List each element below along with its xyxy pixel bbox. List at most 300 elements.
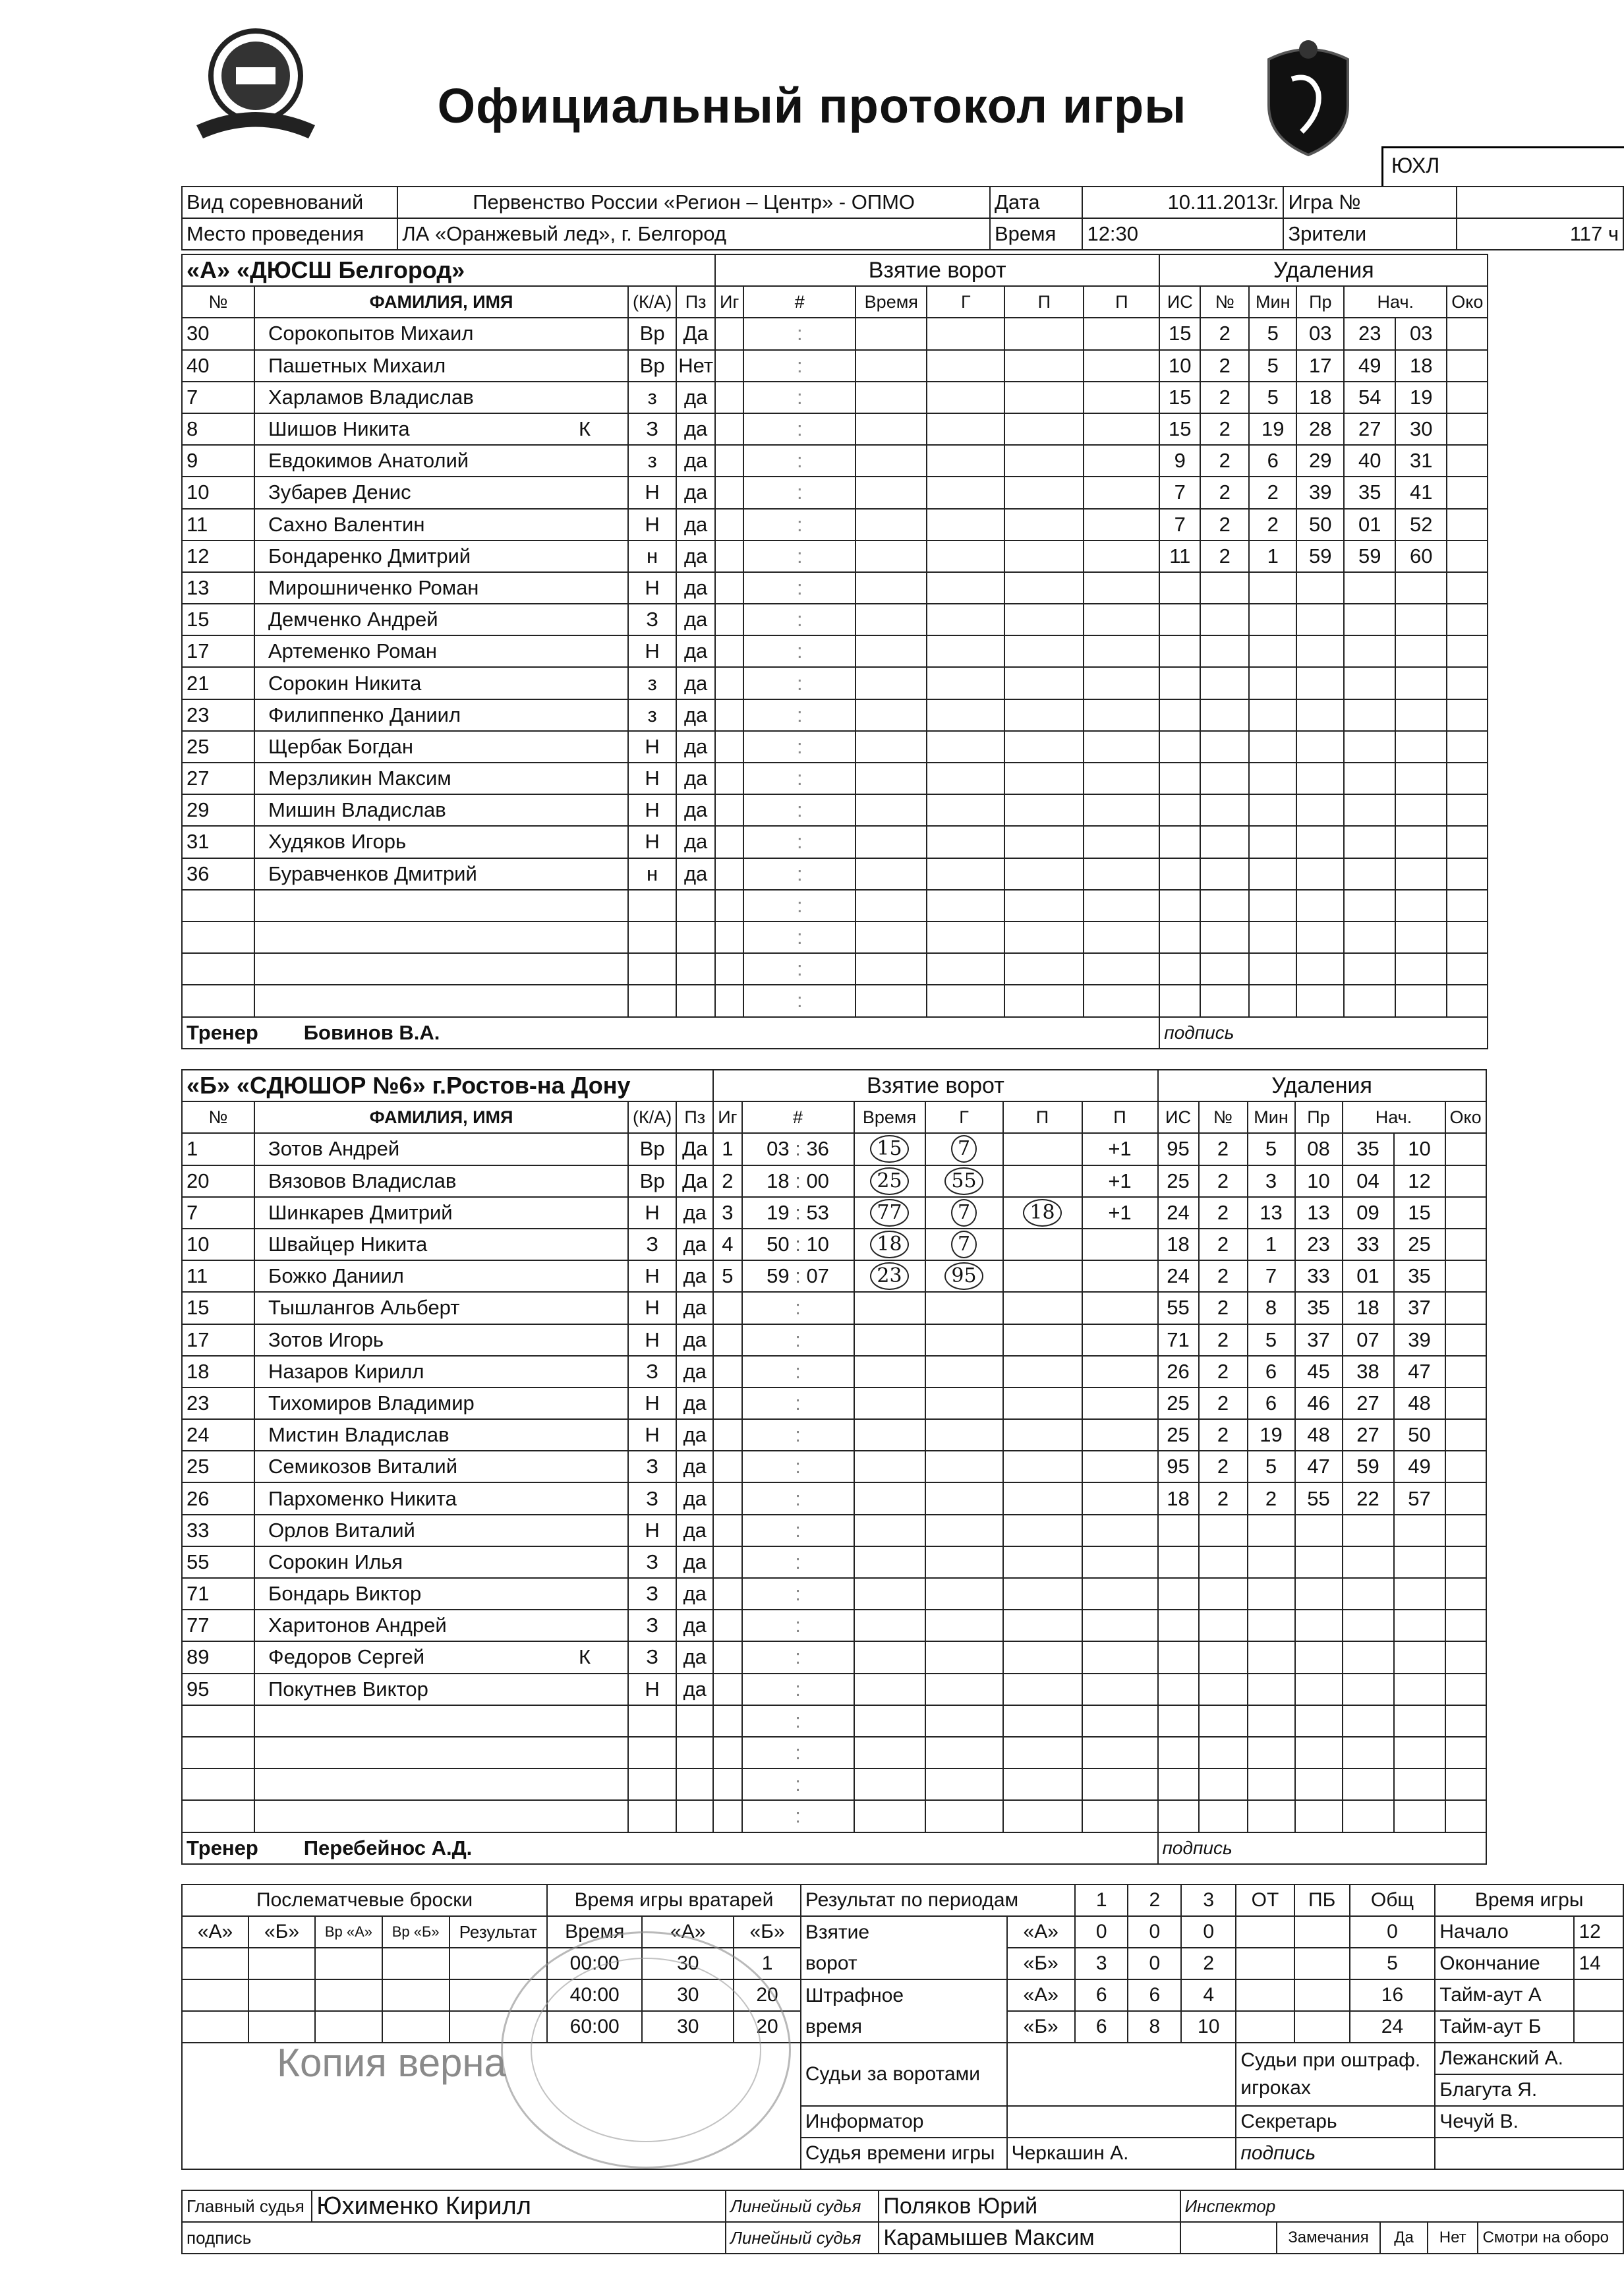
empty-cell: [1447, 413, 1488, 445]
pen-start-min: 37: [1295, 1324, 1343, 1356]
goal-assist2: [1003, 1133, 1082, 1165]
player-name: Шишов Никита К: [254, 413, 628, 445]
empty-cell: [927, 635, 1004, 667]
player-row: [182, 635, 1488, 667]
empty-cell: :: [742, 1705, 854, 1737]
goal-assist1: 7: [925, 1229, 1003, 1260]
empty-cell: [1395, 858, 1447, 890]
empty-cell: :: [743, 699, 856, 731]
empty-cell: [925, 1610, 1003, 1641]
pen-end: 37: [1394, 1292, 1445, 1324]
empty-cell: [628, 1737, 676, 1768]
player-row: [182, 1737, 1486, 1768]
so-cell: [450, 1948, 548, 1979]
player-pos: З: [628, 1641, 676, 1673]
pen-reason: 5: [1248, 1324, 1295, 1356]
empty-cell: [927, 477, 1004, 508]
pen-start-min: 47: [1295, 1451, 1343, 1482]
empty-cell: [925, 1674, 1003, 1705]
empty-cell: [1082, 1324, 1158, 1356]
pen-team-a: «А»: [1007, 1979, 1075, 2011]
empty-cell: [1199, 1610, 1248, 1641]
goal-number: 2: [713, 1165, 741, 1197]
gk-time-title: Время игры вратарей: [547, 1884, 801, 1916]
empty-cell: [1445, 1482, 1486, 1514]
empty-cell: [856, 699, 927, 731]
empty-cell: [1084, 763, 1159, 794]
empty-cell: [1084, 985, 1159, 1016]
empty-cell: [1395, 572, 1447, 604]
empty-cell: [1445, 1419, 1486, 1451]
empty-cell: :: [743, 826, 856, 858]
empty-cell: [1159, 731, 1200, 763]
pen-player: 95: [1158, 1451, 1199, 1482]
player-name: Харламов Владислав: [254, 382, 628, 413]
player-row: [182, 1610, 1486, 1641]
player-name: Бондаренко Дмитрий: [254, 540, 628, 572]
empty-cell: [1394, 1705, 1445, 1737]
empty-cell: [1003, 1641, 1082, 1673]
empty-cell: [1158, 1515, 1199, 1546]
empty-cell: [856, 667, 927, 699]
empty-cell: [927, 985, 1004, 1016]
empty-cell: [854, 1737, 925, 1768]
empty-cell: [628, 1768, 676, 1800]
empty-cell: [927, 890, 1004, 921]
empty-cell: [1344, 826, 1395, 858]
empty-cell: [1445, 1515, 1486, 1546]
total-header: Общ: [1350, 1884, 1436, 1916]
empty-cell: [1004, 667, 1084, 699]
player-row: [182, 921, 1488, 953]
empty-cell: [1447, 890, 1488, 921]
empty-cell: [1158, 1578, 1199, 1610]
pen-player: 15: [1159, 413, 1200, 445]
empty-cell: :: [743, 318, 856, 349]
player-name: Сорокин Никита: [254, 667, 628, 699]
game-time-title: Время игры: [1435, 1884, 1623, 1916]
line1-label: Линейный судья: [726, 2190, 879, 2222]
pen-reason: 8: [1248, 1292, 1295, 1324]
pen-minutes: 2: [1200, 318, 1249, 349]
pen-reason: 5: [1249, 318, 1296, 349]
player-plays: да: [676, 826, 715, 858]
empty-cell: [1159, 794, 1200, 826]
pen-start-sec: 33: [1343, 1229, 1394, 1260]
empty-cell: :: [743, 350, 856, 382]
summary-table: [181, 1884, 1624, 2170]
player-row: [182, 858, 1488, 890]
empty-cell: [1394, 1800, 1445, 1832]
empty-cell: [1296, 699, 1344, 731]
line2-value: Карамышев Максим: [879, 2222, 1180, 2254]
goal-is: +1: [1082, 1197, 1158, 1229]
player-number: 7: [182, 1197, 254, 1229]
pen-reason: 2: [1249, 509, 1296, 540]
pen-judge-1: Лежанский А.: [1435, 2043, 1623, 2074]
empty-cell: [1003, 1768, 1082, 1800]
pen-minutes: 2: [1199, 1229, 1248, 1260]
empty-cell: [1296, 826, 1344, 858]
empty-cell: [1295, 1610, 1343, 1641]
empty-cell: [1082, 1419, 1158, 1451]
col-pen-end-header: Око: [1447, 286, 1488, 318]
empty-cell: [1200, 794, 1249, 826]
player-pos: з: [628, 667, 676, 699]
res-total: 0: [1350, 1916, 1436, 1948]
empty-cell: [1249, 826, 1296, 858]
empty-cell: [1084, 350, 1159, 382]
empty-cell: [925, 1737, 1003, 1768]
empty-cell: [927, 858, 1004, 890]
player-name: Пархоменко Никита: [254, 1482, 628, 1514]
empty-cell: :: [742, 1324, 854, 1356]
empty-cell: [1004, 604, 1084, 635]
player-number: 10: [182, 477, 254, 508]
pen-player: 24: [1158, 1197, 1199, 1229]
player-plays: да: [676, 763, 715, 794]
so-cell: [182, 1948, 248, 1979]
player-plays: да: [676, 1578, 713, 1610]
coach-label: Тренер: [187, 1020, 258, 1044]
gk-a-header: «А»: [642, 1916, 734, 1948]
empty-cell: [1344, 763, 1395, 794]
empty-cell: [1003, 1356, 1082, 1387]
empty-cell: [925, 1324, 1003, 1356]
player-row: [182, 826, 1488, 858]
sign-label: подпись: [1236, 2138, 1435, 2169]
empty-cell: :: [743, 509, 856, 540]
goal-is: +1: [1082, 1165, 1158, 1197]
player-name: Зубарев Денис: [254, 477, 628, 508]
pen-player: 9: [1159, 445, 1200, 477]
empty-cell: [1159, 604, 1200, 635]
empty-cell: [854, 1768, 925, 1800]
pen-start-sec: 22: [1343, 1482, 1394, 1514]
empty-cell: [1199, 1800, 1248, 1832]
empty-cell: [182, 953, 254, 985]
penalties-title: Удаления: [1158, 1070, 1486, 1101]
player-number: 25: [182, 1451, 254, 1482]
empty-cell: [182, 985, 254, 1016]
empty-cell: [1003, 1610, 1082, 1641]
player-pos: Вр: [628, 1165, 676, 1197]
goal-assist1: 95: [925, 1260, 1003, 1292]
empty-cell: [1394, 1610, 1445, 1641]
pen-start-min: 35: [1295, 1292, 1343, 1324]
empty-cell: [1249, 763, 1296, 794]
empty-cell: [1159, 635, 1200, 667]
player-plays: да: [676, 382, 715, 413]
pen-minutes: 2: [1199, 1451, 1248, 1482]
date-value: 10.11.2013г.: [1082, 187, 1283, 218]
empty-cell: [1447, 826, 1488, 858]
page-title: Официальный протокол игры: [437, 78, 1187, 133]
team-title: «А» «ДЮСШ Белгород»: [182, 254, 715, 286]
empty-cell: [676, 953, 715, 985]
empty-cell: [925, 1578, 1003, 1610]
empty-cell: [1082, 1641, 1158, 1673]
player-number: 15: [182, 1292, 254, 1324]
player-row: [182, 1260, 1486, 1292]
player-number: 11: [182, 1260, 254, 1292]
pen-minutes: 2: [1199, 1324, 1248, 1356]
gk-cell: 40:00: [547, 1979, 642, 2011]
col-pz-header: Пз: [676, 1101, 713, 1133]
empty-cell: [1084, 477, 1159, 508]
empty-cell: [1447, 604, 1488, 635]
empty-cell: [715, 509, 743, 540]
col-goal-time-header: Время: [854, 1101, 925, 1133]
empty-cell: [1344, 794, 1395, 826]
empty-cell: [856, 731, 927, 763]
empty-cell: [1394, 1674, 1445, 1705]
res-cell: 0: [1128, 1916, 1181, 1948]
empty-cell: [1084, 826, 1159, 858]
res-cell: 0: [1128, 1948, 1181, 1979]
empty-cell: [715, 985, 743, 1016]
empty-cell: [1249, 985, 1296, 1016]
pen-minutes: 2: [1199, 1260, 1248, 1292]
empty-cell: [1200, 826, 1249, 858]
goal-number: 3: [713, 1197, 741, 1229]
res-cell: 0: [1181, 1916, 1236, 1948]
empty-cell: [1447, 858, 1488, 890]
pen-end: 18: [1395, 350, 1447, 382]
player-number: 26: [182, 1482, 254, 1514]
gk-cell: 20: [734, 2011, 801, 2043]
pen-reason: 2: [1249, 477, 1296, 508]
pen-start-sec: 27: [1343, 1387, 1394, 1419]
goal-is: [1082, 1260, 1158, 1292]
empty-cell: [854, 1674, 925, 1705]
player-name: Назаров Кирилл: [254, 1356, 628, 1387]
player-plays: да: [676, 1292, 713, 1324]
empty-cell: [1295, 1546, 1343, 1578]
empty-cell: [182, 1737, 254, 1768]
empty-cell: [715, 635, 743, 667]
empty-cell: [1199, 1578, 1248, 1610]
empty-cell: [713, 1387, 741, 1419]
empty-cell: [715, 413, 743, 445]
empty-cell: [1004, 509, 1084, 540]
col-assist1-header: П: [1004, 286, 1084, 318]
empty-cell: [715, 953, 743, 985]
res-cell: [1294, 1948, 1350, 1979]
col-pen-min-header: Мин: [1249, 286, 1296, 318]
period-3-header: 3: [1181, 1884, 1236, 1916]
empty-cell: [1295, 1641, 1343, 1673]
player-row: [182, 1324, 1486, 1356]
inspector-label: Инспектор: [1180, 2190, 1623, 2222]
pen-minutes: 2: [1199, 1133, 1248, 1165]
empty-cell: [925, 1705, 1003, 1737]
pen-label-2: время: [801, 2011, 1007, 2043]
empty-cell: [1249, 604, 1296, 635]
empty-cell: [856, 382, 927, 413]
empty-cell: [1296, 921, 1344, 953]
empty-cell: [1084, 953, 1159, 985]
empty-cell: [1248, 1610, 1295, 1641]
empty-cell: [1082, 1292, 1158, 1324]
col-name-header: ФАМИЛИЯ, ИМЯ: [254, 1101, 628, 1133]
col-is-header: ИС: [1159, 286, 1200, 318]
empty-cell: [713, 1324, 741, 1356]
empty-cell: :: [742, 1546, 854, 1578]
goal-is: +1: [1082, 1133, 1158, 1165]
empty-cell: [1296, 794, 1344, 826]
empty-cell: [1082, 1578, 1158, 1610]
empty-cell: [628, 985, 676, 1016]
pen-start-sec: 59: [1344, 540, 1395, 572]
goal-judges-value: [1007, 2043, 1236, 2106]
goal-assist2: [1003, 1165, 1082, 1197]
empty-cell: [1249, 635, 1296, 667]
player-number: 30: [182, 318, 254, 349]
empty-cell: [1343, 1546, 1394, 1578]
empty-cell: [1003, 1546, 1082, 1578]
empty-cell: :: [743, 858, 856, 890]
goal-scorer: 77: [854, 1197, 925, 1229]
res-cell: 0: [1075, 1916, 1128, 1948]
empty-cell: [927, 413, 1004, 445]
empty-cell: [1003, 1705, 1082, 1737]
pen-reason: 5: [1249, 382, 1296, 413]
empty-cell: [182, 1705, 254, 1737]
empty-cell: [1084, 858, 1159, 890]
empty-cell: [1084, 413, 1159, 445]
player-plays: Да: [676, 1165, 713, 1197]
empty-cell: [1295, 1705, 1343, 1737]
pen-start-min: 39: [1296, 477, 1344, 508]
empty-cell: [1004, 413, 1084, 445]
player-plays: да: [676, 1546, 713, 1578]
empty-cell: :: [742, 1387, 854, 1419]
empty-cell: [182, 1768, 254, 1800]
pen-player: 25: [1158, 1387, 1199, 1419]
spectators-label: Зрители: [1283, 218, 1457, 250]
empty-cell: [1445, 1546, 1486, 1578]
empty-cell: [1445, 1578, 1486, 1610]
res-cell: [1294, 1916, 1350, 1948]
coach-name: Перебейнос А.Д.: [303, 1836, 473, 1859]
pen-minutes: 2: [1200, 540, 1249, 572]
empty-cell: [1394, 1546, 1445, 1578]
empty-cell: [1082, 1610, 1158, 1641]
empty-cell: [254, 985, 628, 1016]
empty-cell: [927, 540, 1004, 572]
empty-cell: [1395, 763, 1447, 794]
empty-cell: [854, 1482, 925, 1514]
player-number: 1: [182, 1133, 254, 1165]
empty-cell: [713, 1356, 741, 1387]
empty-cell: [1447, 318, 1488, 349]
empty-cell: [1447, 699, 1488, 731]
empty-cell: [1082, 1800, 1158, 1832]
player-number: 89: [182, 1641, 254, 1673]
pen-reason: 6: [1248, 1356, 1295, 1387]
goal-scorer: 18: [854, 1229, 925, 1260]
player-row: [182, 763, 1488, 794]
player-pos: Н: [628, 572, 676, 604]
empty-cell: [1200, 985, 1249, 1016]
player-pos: Н: [628, 794, 676, 826]
empty-cell: [1084, 699, 1159, 731]
player-plays: да: [676, 1197, 713, 1229]
empty-cell: [1249, 731, 1296, 763]
pen-end: 19: [1395, 382, 1447, 413]
empty-cell: [715, 763, 743, 794]
pen-reason: 1: [1249, 540, 1296, 572]
pen-start-sec: 49: [1344, 350, 1395, 382]
pen-start-sec: 18: [1343, 1292, 1394, 1324]
res-cell: 8: [1128, 2011, 1181, 2043]
coach-label: Тренер: [187, 1836, 258, 1859]
pen-start-min: 33: [1295, 1260, 1343, 1292]
empty-cell: [1249, 794, 1296, 826]
empty-cell: [927, 763, 1004, 794]
col-assist2-header: П: [1084, 286, 1159, 318]
empty-cell: :: [742, 1356, 854, 1387]
pen-end: 47: [1394, 1356, 1445, 1387]
goal-time: 19 : 53: [742, 1197, 854, 1229]
pen-start-min: 10: [1295, 1165, 1343, 1197]
empty-cell: [1248, 1641, 1295, 1673]
empty-cell: [1084, 731, 1159, 763]
pen-player: 10: [1159, 350, 1200, 382]
player-number: 77: [182, 1610, 254, 1641]
empty-cell: [1082, 1387, 1158, 1419]
col-pen-num-header: №: [1200, 286, 1249, 318]
empty-cell: [715, 667, 743, 699]
empty-cell: [856, 890, 927, 921]
empty-cell: [1248, 1800, 1295, 1832]
empty-cell: [1344, 985, 1395, 1016]
empty-cell: [1296, 667, 1344, 699]
empty-cell: [1344, 604, 1395, 635]
empty-cell: :: [743, 413, 856, 445]
empty-cell: :: [743, 604, 856, 635]
player-pos: З: [628, 413, 676, 445]
col-assist1-header: П: [1003, 1101, 1082, 1133]
pen-start-sec: 38: [1343, 1356, 1394, 1387]
empty-cell: [1249, 699, 1296, 731]
timekeeper-label: Судья времени игры: [801, 2138, 1007, 2169]
player-pos: Н: [628, 1387, 676, 1419]
player-row: [182, 1197, 1486, 1229]
pen-start-min: 28: [1296, 413, 1344, 445]
col-name-header: ФАМИЛИЯ, ИМЯ: [254, 286, 628, 318]
empty-cell: [1447, 763, 1488, 794]
empty-cell: :: [742, 1768, 854, 1800]
pen-minutes: 2: [1199, 1356, 1248, 1387]
empty-cell: [1199, 1768, 1248, 1800]
empty-cell: [676, 1737, 713, 1768]
secretary-value: Чечуй В.: [1435, 2106, 1623, 2138]
player-row: [182, 1515, 1486, 1546]
player-pos: Н: [628, 826, 676, 858]
empty-cell: [1295, 1737, 1343, 1768]
player-plays: Нет: [676, 350, 715, 382]
empty-cell: [715, 382, 743, 413]
col-goal-scorer-header: Г: [925, 1101, 1003, 1133]
empty-cell: [1084, 572, 1159, 604]
empty-cell: :: [743, 540, 856, 572]
empty-cell: [1447, 572, 1488, 604]
player-pos: з: [628, 382, 676, 413]
player-number: 55: [182, 1546, 254, 1578]
empty-cell: :: [742, 1610, 854, 1641]
